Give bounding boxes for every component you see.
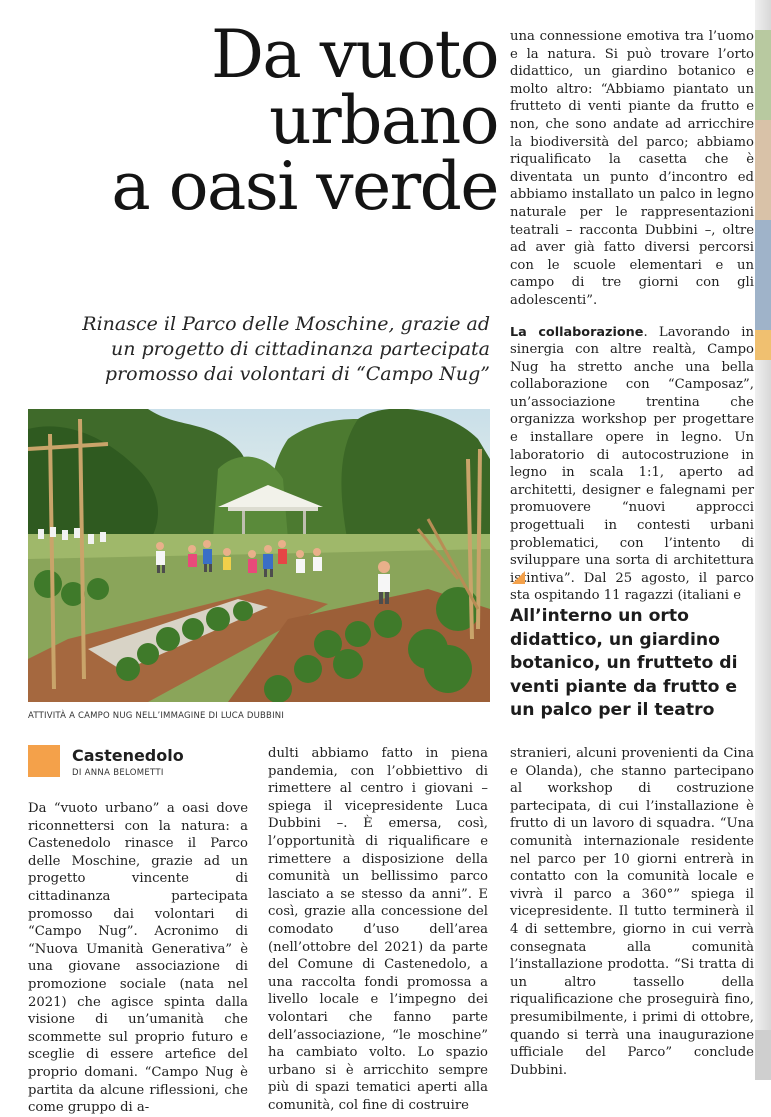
subheadline: Rinasce il Parco delle Moschine, grazie ad un progetto di cittadinanza partecipata promosso dai volontari di “Campo Nug”	[82, 313, 490, 385]
pull-quote: All’interno un orto didattico, un giardino botanico, un frutteto di venti piante da frutto e un palco per il teatro	[510, 606, 738, 720]
photo-caption: ATTIVITÀ A CAMPO NUG NELL’IMMAGINE DI LUCA DUBBINI	[28, 711, 285, 721]
article-photo	[28, 409, 490, 702]
triangle-marker-icon	[512, 571, 525, 584]
text-column-top-right	[510, 28, 754, 605]
paragraph-body: . Lavorando in sinergia con altre realtà, Campo Nug ha stretto anche una bella collaborazione con “Camposaz”, un’associazione trentina che organizza workshop per progettare e installare opere in legno. Un laboratorio di autocostruzione in legno in scala 1:1, aperto ad architetti, designer e falegnami per promuovere “nuovi approcci progettuali in contesti urbani problematici, con l’intento di sviluppare una sorta di architettura istintiva”. Dal 25 agosto, il parco sta ospitando 11 ragazzi (italiani e	[510, 324, 754, 604]
paragraph: una connessione emotiva tra l’uomo e la natura. Si può trovare l’orto didattico, un giardino botanico e molto altro: “Abbiamo piantato un frutteto di venti piante da frutto e non, che sono andate ad arricchire la biodiversità del parco; abbiamo riqualificato la casetta che è diventata un punto d’incontro ed abbiamo installato un palco in legno naturale per le rappresentazioni teatrali – racconta Dubbini –, oltre ad aver già fatto diversi percorsi con le scuole elementari e un campo di tre giorni con gli adolescenti”.	[510, 29, 754, 308]
adjacent-page-edge	[755, 0, 771, 1080]
garden-children-illustration	[28, 409, 490, 702]
accent-square-icon	[28, 745, 60, 777]
dateline-location: Castenedolo	[72, 746, 184, 765]
text-column-1: Da “vuoto urbano” a oasi dove riconnettersi con la natura: a Castenedolo rinasce il Parco delle Moschine, grazie ad un progetto vincente di cittadinanza partecipata promosso dai volontari di “Campo Nug”. Acronimo di “Nuova Umanità Generativa” è una giovane associazione di promozione sociale (nata nel 2021) che agisce spinta dalla visione di un’umanità che scommette sul proprio futuro e sceglie di essere artefice del proprio domani. “Campo Nug è partita da alcune riflessioni, che come gruppo di a-	[28, 801, 248, 1116]
byline: DI ANNA BELOMETTI	[72, 768, 164, 778]
paragraph-collaborazione	[510, 324, 754, 606]
headline-line-1: Da vuoto	[210, 16, 498, 93]
headline-line-2: urbano	[269, 82, 498, 159]
headline	[28, 16, 498, 225]
text-column-2: dulti abbiamo fatto in piena pandemia, con l’obbiettivo di rimettere al centro i giovani – spiega il vicepresidente Luca Dubbini –. È emersa, così, l’opportunità di riqualificare e rimettere a disposizione della comunità un bellissimo parco lasciato a se stesso da anni”. E così, grazie alla concessione del comodato d’uso dell’area (nell’ottobre del 2021) da parte del Comune di Castenedolo, a una raccolta fondi promossa a livello locale e l’impegno dei volontari che fanno parte dell’associazione, “le moschine” ha cambiato volto. Lo spazio urbano si è arricchito sempre più di spazi tematici aperti alla comunità, col fine di costruire	[268, 746, 488, 1113]
text-column-3: stranieri, alcuni provenienti da Cina e Olanda), che stanno partecipano al workshop di costruzione partecipata, di cui l’installazione è frutto di un lavoro di squadra. “Una comunità internazionale residente nel parco per 10 giorni entrerà in contatto con la comunità locale e vivrà il parco a 360°” spiega il vicepresidente. Il tutto terminerà il 4 di settembre, giorno in cui verrà consegnata alla comunità l’installazione prodotta. “Si tratta di un altro tassello della riqualificazione che proseguirà fino, presumibilmente, i primi di ottobre, quando si terrà una inaugurazione ufficiale del Parco” conclude Dubbini.	[510, 746, 754, 1078]
paragraph-lead: La collaborazione	[510, 324, 644, 340]
headline-line-3: a oasi verde	[111, 148, 498, 225]
